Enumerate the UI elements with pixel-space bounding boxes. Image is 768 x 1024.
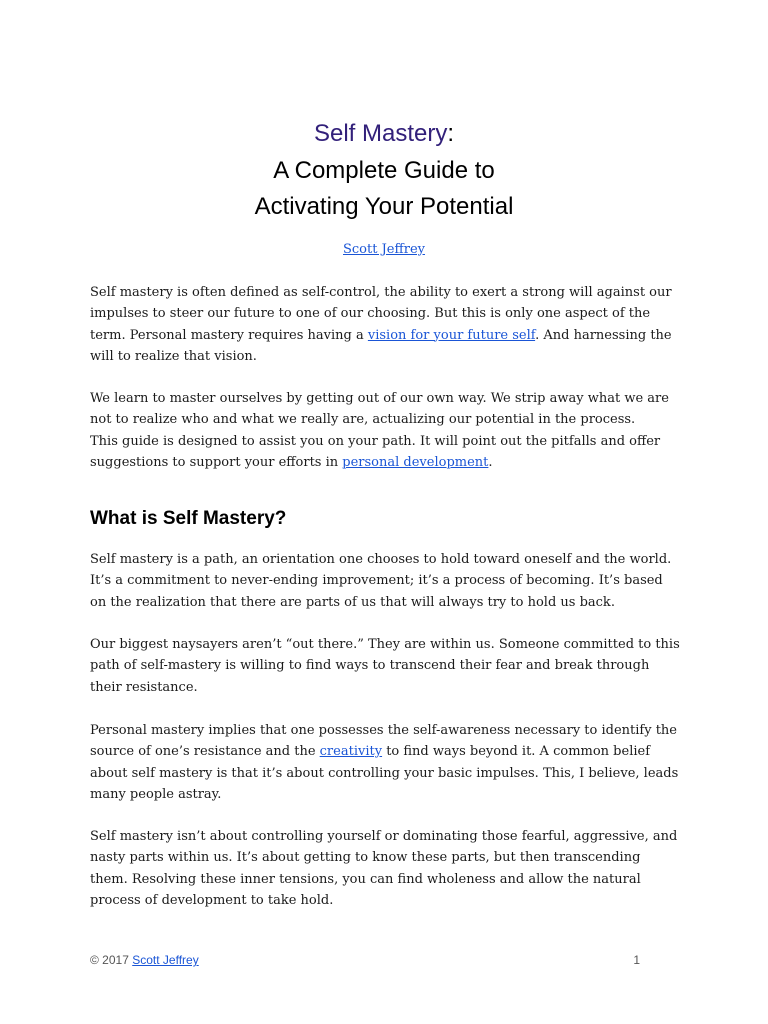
title-line-3: Activating Your Potential xyxy=(254,193,514,220)
footer-author-link[interactable]: Scott Jeffrey xyxy=(132,953,199,967)
author-link[interactable]: Scott Jeffrey xyxy=(343,242,425,257)
intro-p2b-text-before: This guide is designed to assist you on your path. It will point out the pitfalls and offer suggestions to support your efforts in xyxy=(90,433,661,470)
title-accent: Self Mastery xyxy=(313,120,448,147)
footer-copyright xyxy=(90,951,199,969)
copyright-text: © 2017 xyxy=(90,953,129,967)
section1-p3-text-before: Personal mastery implies that one possesses the self-awareness necessary to identify the source of one’s resistance and the xyxy=(90,723,677,760)
section1-paragraph-4: Self mastery isn’t about controlling yourself or dominating those fearful, aggressive, and nasty parts within us. It’s about getting to know these parts, but then transcending them. Resolving these inner tensions, you can find wholeness and allow the natural process of development to take hold. xyxy=(90,829,678,908)
creativity-link[interactable]: creativity xyxy=(319,744,383,760)
title-line-1 xyxy=(0,116,768,153)
intro-paragraph-2 xyxy=(90,388,680,473)
section1-paragraph-2: Our biggest naysayers aren’t “out there.” They are within us. Someone committed to this path of self-mastery is willing to find ways to transcend their fear and break through their resistance. xyxy=(90,637,680,695)
title-colon: : xyxy=(447,120,455,147)
section1-paragraph-1: Self mastery is a path, an orientation one chooses to hold toward oneself and the world. It’s a commitment to never-ending improvement; it’s a process of becoming. It’s based on the realization that there are parts of us that will always try to hold us back. xyxy=(90,552,672,610)
page-number: 1 xyxy=(633,953,640,967)
personal-development-link[interactable]: personal development xyxy=(342,454,489,470)
section1-p3-text-after: to find ways beyond it. A common belief about self mastery is that it’s about controlling your basic impulses. This, I believe, leads many people astray. xyxy=(90,744,679,802)
title-line-2: A Complete Guide to xyxy=(273,156,495,184)
intro-p1-text-after: . And harnessing the will to realize that vision. xyxy=(90,327,672,364)
vision-future-self-link[interactable]: vision for your future self xyxy=(367,327,536,343)
intro-paragraph-1 xyxy=(90,282,680,367)
intro-p2b-text-after: . xyxy=(488,454,493,470)
author-byline xyxy=(0,240,768,260)
document-title xyxy=(0,116,768,226)
section1-paragraph-3 xyxy=(90,720,680,805)
intro-p2-text: We learn to master ourselves by getting out of our own way. We strip away what we are not to realize who and what we really are, actualizing our potential in the process. xyxy=(90,391,669,428)
section-heading-what-is-self-mastery: What is Self Mastery? xyxy=(90,508,287,529)
intro-p1-text-before: Self mastery is often defined as self-control, the ability to exert a strong will against our impulses to steer our future to one of our choosing. But this is only one aspect of the term. Personal mastery requires having a xyxy=(90,285,672,343)
